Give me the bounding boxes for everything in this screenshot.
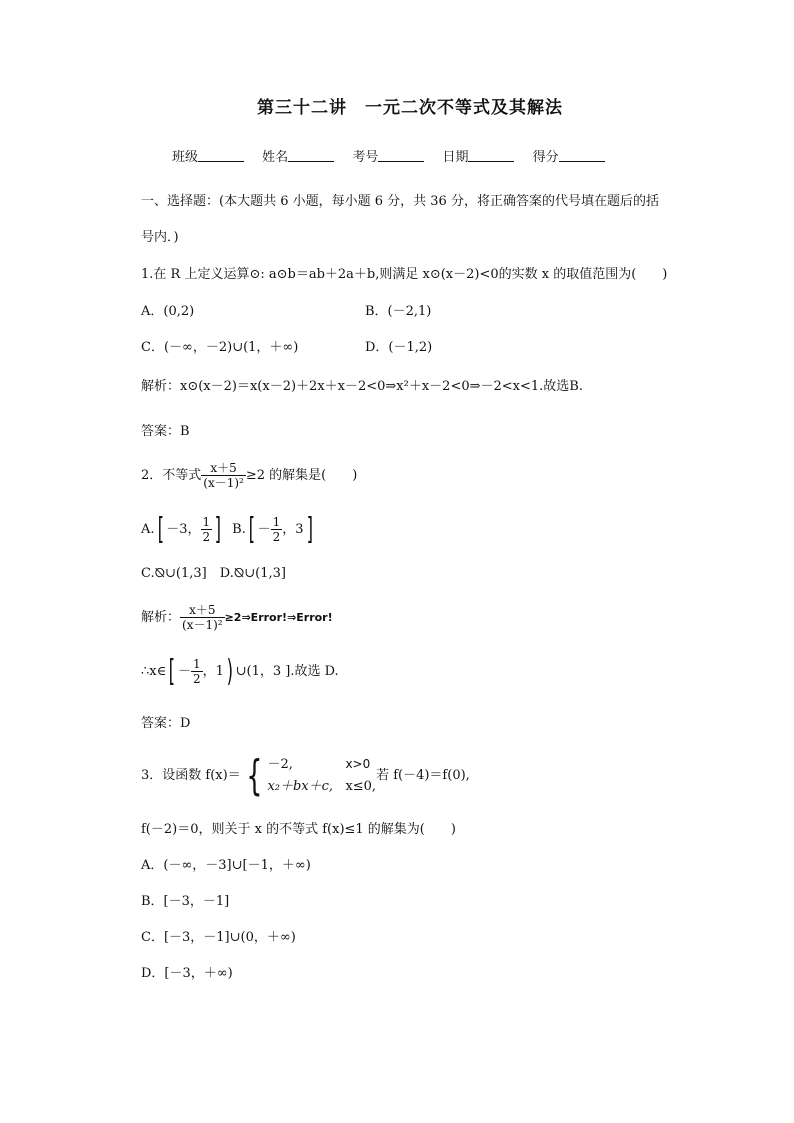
q2-answer: 答案：D [141, 716, 191, 731]
q3-case-2-expr: x₂＋bx＋c, [267, 779, 334, 794]
header-fields [172, 149, 619, 167]
q2-option-a-den: 2 [202, 530, 211, 544]
q2-options-cd: C.⦰∪(1,3] D.⦰∪(1,3] [141, 566, 286, 581]
field-date-blank[interactable] [468, 149, 514, 162]
q3-option-c: C．[－3，－1]∪(0，＋∞) [141, 930, 296, 945]
q2-therefore-den: 2 [192, 672, 201, 686]
field-score-blank[interactable] [559, 149, 605, 162]
q3-piecewise [267, 753, 376, 798]
q2-option-b-fraction [271, 515, 283, 544]
q1-option-d: D．(－1,2) [365, 340, 433, 355]
q3-stem-suffix: 若 f(－4)＝f(0), [376, 768, 470, 783]
q1-analysis: 解析：x⊙(x－2)＝x(x－2)＋2x＋x－2<0⇒x²＋x－2<0⇒－2<x<1.故选B. [141, 379, 583, 394]
q2-analysis-suffix: ≥2⇒Error!⇒Error! [224, 611, 333, 624]
q3-case-1 [267, 753, 376, 776]
q3-stem [141, 751, 470, 801]
field-name-label: 姓名 [262, 150, 289, 165]
q2-therefore-num: 1 [192, 657, 201, 671]
section-heading-line2: 号内．) [141, 230, 179, 245]
field-date-label: 日期 [442, 150, 469, 165]
q2-options-ab [141, 512, 315, 548]
q3-stem-line2: f(－2)＝0，则关于 x 的不等式 f(x)≤1 的解集为( ) [141, 822, 456, 837]
q3-option-b: B．[－3，－1] [141, 894, 230, 909]
q2-option-b-label: B. [232, 522, 246, 537]
q2-therefore-minus: － [177, 664, 191, 679]
q1-option-a: A．(0,2) [141, 304, 195, 319]
left-bracket-icon: [ [168, 653, 176, 689]
q2-option-b-num: 1 [272, 515, 281, 529]
q3-case-1-cond: x>0 [345, 757, 371, 771]
q1-stem: 1.在 R 上定义运算⊙: a⊙b＝ab＋2a＋b,则满足 x⊙(x－2)<0的实数 x 的取值范围为( ) [141, 267, 668, 282]
q2-analysis-numerator: x＋5 [180, 603, 225, 618]
q2-analysis-prefix: 解析： [141, 610, 181, 625]
field-class-blank[interactable] [198, 149, 244, 162]
q2-analysis-fraction [180, 603, 225, 632]
q3-case-1-expr: －2, [267, 757, 293, 772]
q3-case-2-cond: x≤0, [345, 779, 377, 794]
q2-option-b-right: ，3 [282, 522, 304, 537]
q2-therefore-fraction [191, 657, 203, 686]
q2-analysis [141, 598, 333, 638]
q1-option-b: B．(－2,1) [365, 304, 432, 319]
q2-stem [141, 456, 357, 496]
q2-option-b-den: 2 [272, 530, 281, 544]
q2-fraction-numerator: x＋5 [201, 461, 246, 476]
q2-therefore [141, 654, 339, 690]
q2-fraction [201, 461, 246, 490]
right-bracket-icon: ] [214, 511, 222, 547]
q2-stem-suffix: ≥2 的解集是( ) [245, 468, 358, 483]
q1-answer: 答案：B [141, 424, 190, 439]
left-bracket-icon: [ [157, 511, 164, 547]
q2-fraction-denominator: (x－1)² [203, 476, 244, 490]
field-name-blank[interactable] [288, 149, 334, 162]
right-bracket-icon: ] [306, 511, 313, 547]
q2-therefore-right: ，1 [202, 664, 224, 679]
q2-option-a-label: A. [141, 522, 155, 537]
left-brace-icon: { [246, 750, 263, 800]
q2-therefore-tail: ∪(1，3 ].故选 D. [235, 664, 339, 679]
q2-option-a-num: 1 [202, 515, 211, 529]
left-bracket-icon: [ [248, 511, 255, 547]
field-exam-no-label: 考号 [352, 150, 379, 165]
q2-therefore-prefix: ∴x∈ [141, 664, 167, 679]
q3-stem-prefix: 3．设函数 f(x)＝ [141, 768, 241, 783]
field-class-label: 班级 [172, 150, 199, 165]
q3-option-d: D．[－3，＋∞) [141, 966, 233, 981]
field-exam-no-blank[interactable] [378, 149, 424, 162]
q2-option-a-fraction [201, 515, 213, 544]
q3-case-2 [267, 776, 376, 798]
q2-option-b-left: － [257, 522, 271, 537]
q2-option-a-left: －3， [166, 522, 201, 537]
q3-option-a: A．(－∞，－3]∪[－1，＋∞) [141, 858, 311, 873]
right-paren-icon: ) [226, 653, 233, 689]
page-title: 第三十二讲 一元二次不等式及其解法 [257, 98, 563, 118]
section-heading-line1: 一、选择题：(本大题共 6 小题，每小题 6 分，共 36 分，将正确答案的代号填在题后的括 [141, 194, 659, 209]
q2-stem-prefix: 2．不等式 [141, 468, 202, 483]
q1-option-c: C．(－∞，－2)∪(1，＋∞) [141, 340, 299, 355]
field-score-label: 得分 [532, 150, 559, 165]
q2-analysis-denominator: (x－1)² [182, 618, 223, 632]
